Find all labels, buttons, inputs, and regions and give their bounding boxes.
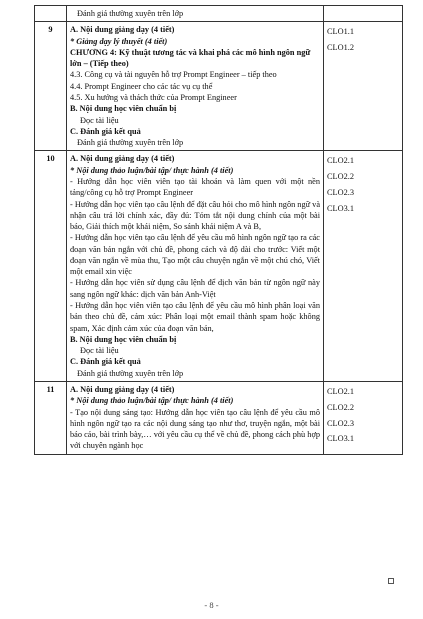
prep-text: Đọc tài liệu (80, 115, 119, 125)
list-item: 4.4. Prompt Engineer cho các tác vụ cụ thể (70, 81, 213, 91)
assessment-text: Đánh giá thường xuyên trên lớp (77, 9, 184, 18)
section-heading-b: B. Nội dung học viên chuẩn bị (70, 334, 177, 344)
clo-code: CLO2.3 (327, 187, 354, 197)
content-cell (67, 22, 324, 151)
clo-cell (324, 151, 403, 382)
chapter-title: CHƯƠNG 4: Kỹ thuật tương tác và khai phá các mô hình ngôn ngữ lớn – (Tiếp theo) (70, 47, 311, 69)
week-number-cell (35, 6, 67, 22)
clo-code: CLO3.1 (327, 203, 354, 213)
list-item: - Hướng dẫn học viên viên tạo câu lệnh để yêu cầu mô hình phân loại văn bản theo chủ đề, cảm xúc: Phân loại một email thành spam hoặc không spam, Xác định cảm xúc của đoạn văn bản, (70, 301, 320, 333)
list-item: - Hướng dẫn học viên tạo câu lệnh để đặt câu hỏi cho mô hình ngôn ngữ và nhận câu trả lời chính xác, đầy đủ: Tóm tắt nội dung chính của một bài báo, Giải thích một khái niệm, So sánh khái niệm A và B, (70, 199, 321, 232)
sub-heading: * Nội dung thảo luận/bài tập/ thực hành (4 tiết) (70, 396, 234, 406)
content-cell (67, 382, 324, 455)
section-heading-c: C. Đánh giá kết quả (70, 126, 141, 136)
list-item: 4.3. Công cụ và tài nguyên hỗ trợ Prompt Engineer – tiếp theo (70, 70, 277, 80)
clo-code: CLO1.1 (327, 27, 354, 37)
prep-text: Đọc tài liệu (80, 346, 119, 356)
list-item: 4.5. Xu hướng và thách thức của Prompt Engineer (70, 92, 237, 102)
page-number: - 8 - (204, 600, 219, 610)
table-row (35, 382, 403, 455)
list-item: - Hướng dẫn học viên tạo câu lệnh để yêu cầu mô hình ngôn ngữ tạo ra các đoạn văn bản ngắn với chủ đề, phong cách và độ dài cho trước: Viết một đoạn văn ngắn về mùa thu, Tạo một câu chuyện ngắn về một chú chó, Viết một email xin việc (70, 233, 320, 277)
section-heading-c: C. Đánh giá kết quả (70, 357, 141, 367)
section-heading-a: A. Nội dung giảng dạy (4 tiết) (70, 385, 175, 394)
section-heading-b: B. Nội dung học viên chuẩn bị (70, 104, 177, 114)
section-heading-a: A. Nội dung giảng dạy (4 tiết) (70, 154, 175, 164)
list-item: - Hướng dẫn học viên viên tạo tài khoản và làm quen với một nền tảng/công cụ hỗ trợ Prompt Engineer (70, 176, 320, 198)
clo-cell (324, 6, 403, 22)
sub-heading: * Nội dung thảo luận/bài tập/ thực hành (4 tiết) (70, 165, 234, 175)
week-number: 9 (35, 22, 67, 151)
week-number: 10 (35, 151, 67, 382)
clo-code: CLO2.1 (327, 156, 354, 166)
clo-code: CLO1.2 (327, 43, 354, 53)
list-item: - Hướng dẫn học viên sử dụng câu lệnh để dịch văn bản từ ngôn ngữ này sang ngôn ngữ khác: dịch văn bản Anh-Việt (70, 278, 320, 299)
table-row (35, 6, 403, 22)
sub-heading: * Giảng dạy lý thuyết (4 tiết) (70, 36, 168, 46)
content-cell (67, 6, 324, 22)
table-row (35, 151, 403, 382)
syllabus-table (34, 5, 403, 455)
clo-code: CLO2.2 (327, 172, 354, 182)
content-cell (67, 151, 324, 382)
clo-code: CLO2.3 (327, 418, 354, 428)
section-heading-a: A. Nội dung giảng dạy (4 tiết) (70, 25, 175, 35)
assessment-text: Đánh giá thường xuyên trên lớp (77, 138, 184, 148)
list-item: - Tạo nội dung sáng tạo: Hướng dẫn học viên tạo câu lệnh để yêu cầu mô hình ngôn ngữ tạo ra các nội dung sáng tạo như thơ, truyện ngắn, một bài báo cáo, bài trình bày,… với yêu cầu cụ thể về chủ đề, phong cách phù hợp với chuyên ngành học (70, 407, 320, 451)
table-resize-handle-icon (388, 578, 394, 584)
clo-cell (324, 22, 403, 151)
clo-code: CLO2.2 (327, 402, 354, 412)
clo-cell (324, 382, 403, 455)
clo-code: CLO3.1 (327, 434, 354, 444)
week-number: 11 (35, 382, 67, 455)
assessment-text: Đánh giá thường xuyên trên lớp (77, 368, 184, 378)
table-row (35, 22, 403, 151)
clo-code: CLO2.1 (327, 387, 354, 396)
